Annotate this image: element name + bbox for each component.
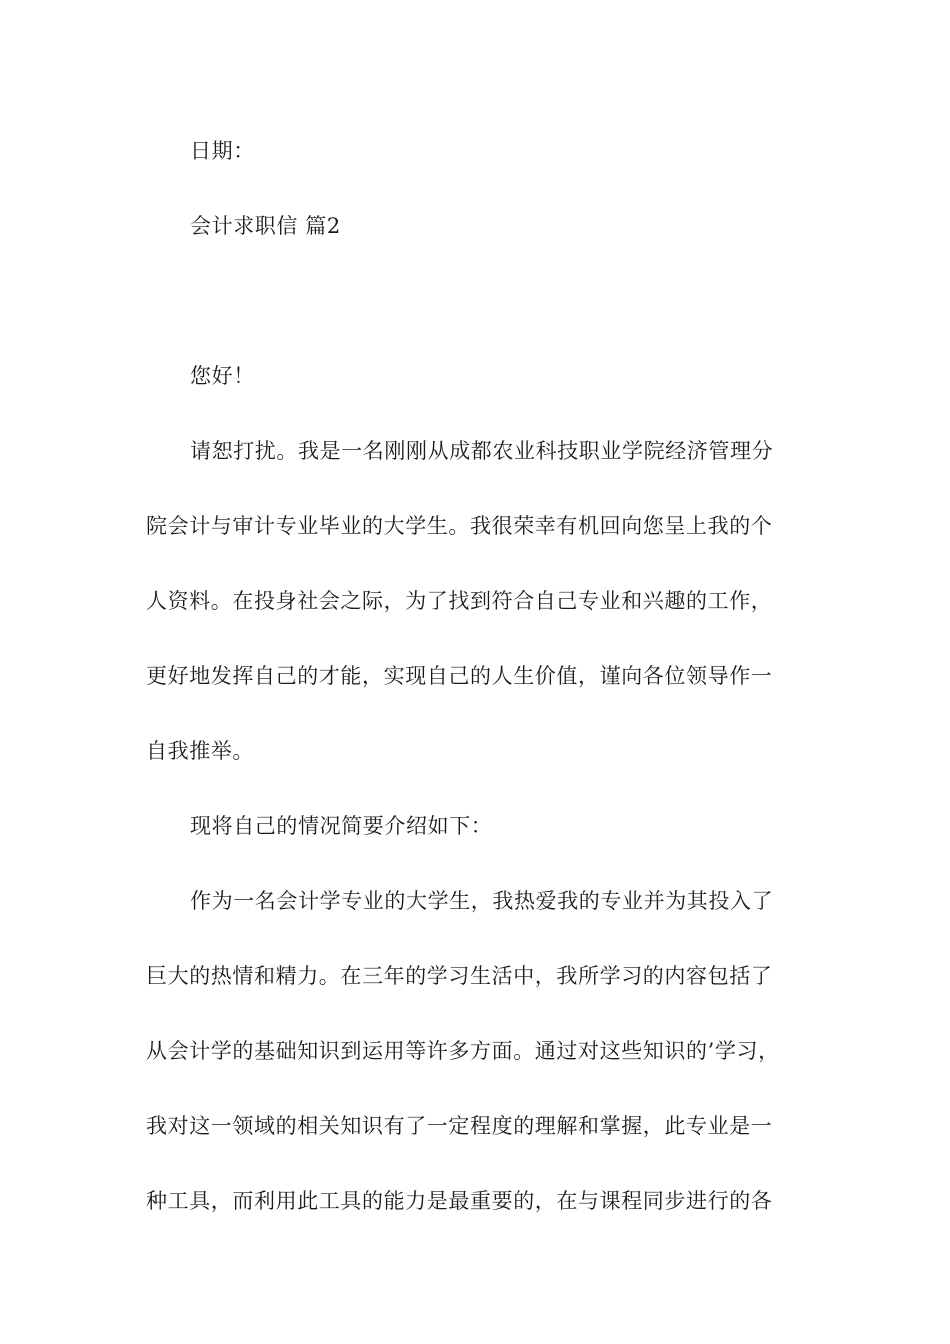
paragraph-3-line-5: 种工具，而利用此工具的能力是最重要的，在与课程同步进行的各: [146, 1189, 773, 1213]
paragraph-1-line-3: 人资料。在投身社会之际，为了找到符合自己专业和兴趣的工作，: [146, 589, 773, 613]
date-label: 日期：: [190, 139, 255, 163]
paragraph-1-line-4: 更好地发挥自己的才能，实现自己的人生价值，谨向各位领导作一: [146, 664, 773, 688]
paragraph-1-line-1: 请恕打扰。我是一名刚刚从成都农业科技职业学院经济管理分: [190, 439, 774, 463]
paragraph-2-line-1: 现将自己的情况简要介绍如下：: [190, 814, 493, 838]
paragraph-3-line-1: 作为一名会计学专业的大学生，我热爱我的专业并为其投入了: [190, 889, 774, 913]
paragraph-3-line-2: 巨大的热情和精力。在三年的学习生活中，我所学习的内容包括了: [146, 964, 773, 988]
paragraph-1-line-2: 院会计与审计专业毕业的大学生。我很荣幸有机回向您呈上我的个: [146, 514, 773, 538]
document-heading: 会计求职信 篇2: [190, 214, 341, 238]
paragraph-3-line-3: 从会计学的基础知识到运用等许多方面。通过对这些知识的’学习，: [146, 1039, 780, 1063]
paragraph-1-line-5: 自我推举。: [146, 739, 254, 763]
paragraph-3-line-4: 我对这一领域的相关知识有了一定程度的理解和掌握，此专业是一: [146, 1114, 773, 1138]
greeting: 您好！: [190, 364, 255, 388]
